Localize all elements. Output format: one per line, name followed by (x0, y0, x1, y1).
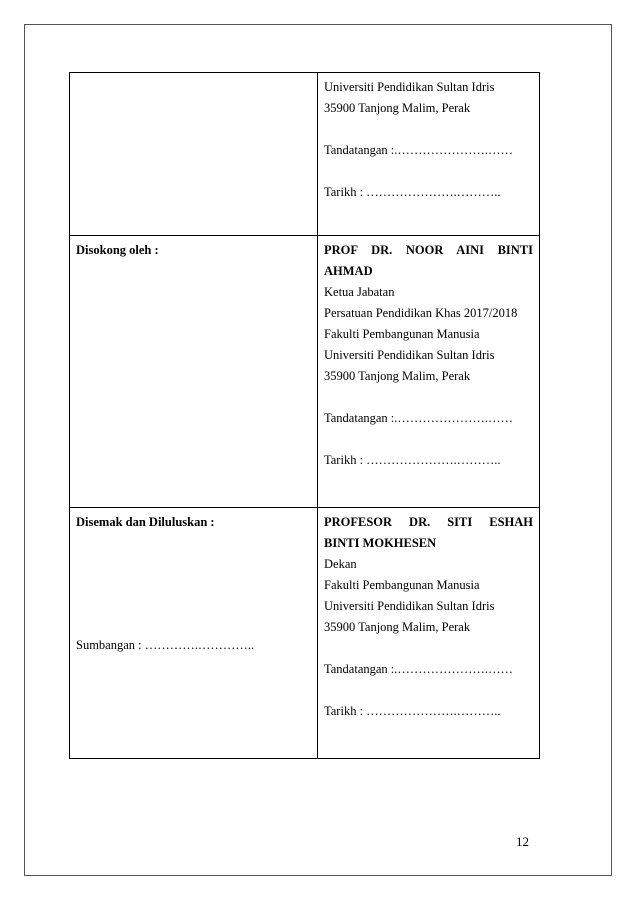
supported-by-label: Disokong oleh : (76, 243, 159, 257)
table-row (70, 73, 540, 236)
table-row (70, 508, 540, 759)
date-field: Tarikh : ………………….……….. (324, 453, 501, 467)
approver-university: Universiti Pendidikan Sultan Idris (324, 599, 495, 613)
date-field: Tarikh : ………………….……….. (324, 704, 501, 718)
left-cell-supported (70, 236, 318, 508)
left-cell-approved (70, 508, 318, 759)
approver-name-cont: BINTI MOKHESEN (324, 536, 437, 550)
approver-faculty: Fakulti Pembangunan Manusia (324, 578, 480, 592)
approved-by-label: Disemak dan Diluluskan : (76, 515, 215, 529)
supporter-department: Persatuan Pendidikan Khas 2017/2018 (324, 306, 518, 320)
signature-field: Tandatangan :.………………….…… (324, 143, 514, 157)
approver-address: 35900 Tanjong Malim, Perak (324, 620, 471, 634)
right-cell-address (318, 73, 540, 236)
approval-table (69, 72, 540, 759)
approver-title: Dekan (324, 557, 357, 571)
signature-field: Tandatangan :.………………….…… (324, 411, 514, 425)
address-line: Universiti Pendidikan Sultan Idris (324, 80, 495, 94)
page-number: 12 (516, 834, 529, 849)
right-cell-supporter (318, 236, 540, 508)
supporter-title: Ketua Jabatan (324, 285, 395, 299)
table-row (70, 236, 540, 508)
right-cell-approver (318, 508, 540, 759)
contribution-field: Sumbangan : ………….………….. (76, 638, 255, 652)
left-cell-empty (70, 73, 318, 236)
date-field: Tarikh : ………………….……….. (324, 185, 501, 199)
approver-name: PROFESOR DR. SITI ESHAH (324, 515, 533, 529)
supporter-address: 35900 Tanjong Malim, Perak (324, 369, 471, 383)
signature-field: Tandatangan :.………………….…… (324, 662, 514, 676)
supporter-university: Universiti Pendidikan Sultan Idris (324, 348, 495, 362)
supporter-name-cont: AHMAD (324, 264, 373, 278)
supporter-faculty: Fakulti Pembangunan Manusia (324, 327, 480, 341)
supporter-name: PROF DR. NOOR AINI BINTI (324, 243, 533, 257)
address-line: 35900 Tanjong Malim, Perak (324, 101, 471, 115)
